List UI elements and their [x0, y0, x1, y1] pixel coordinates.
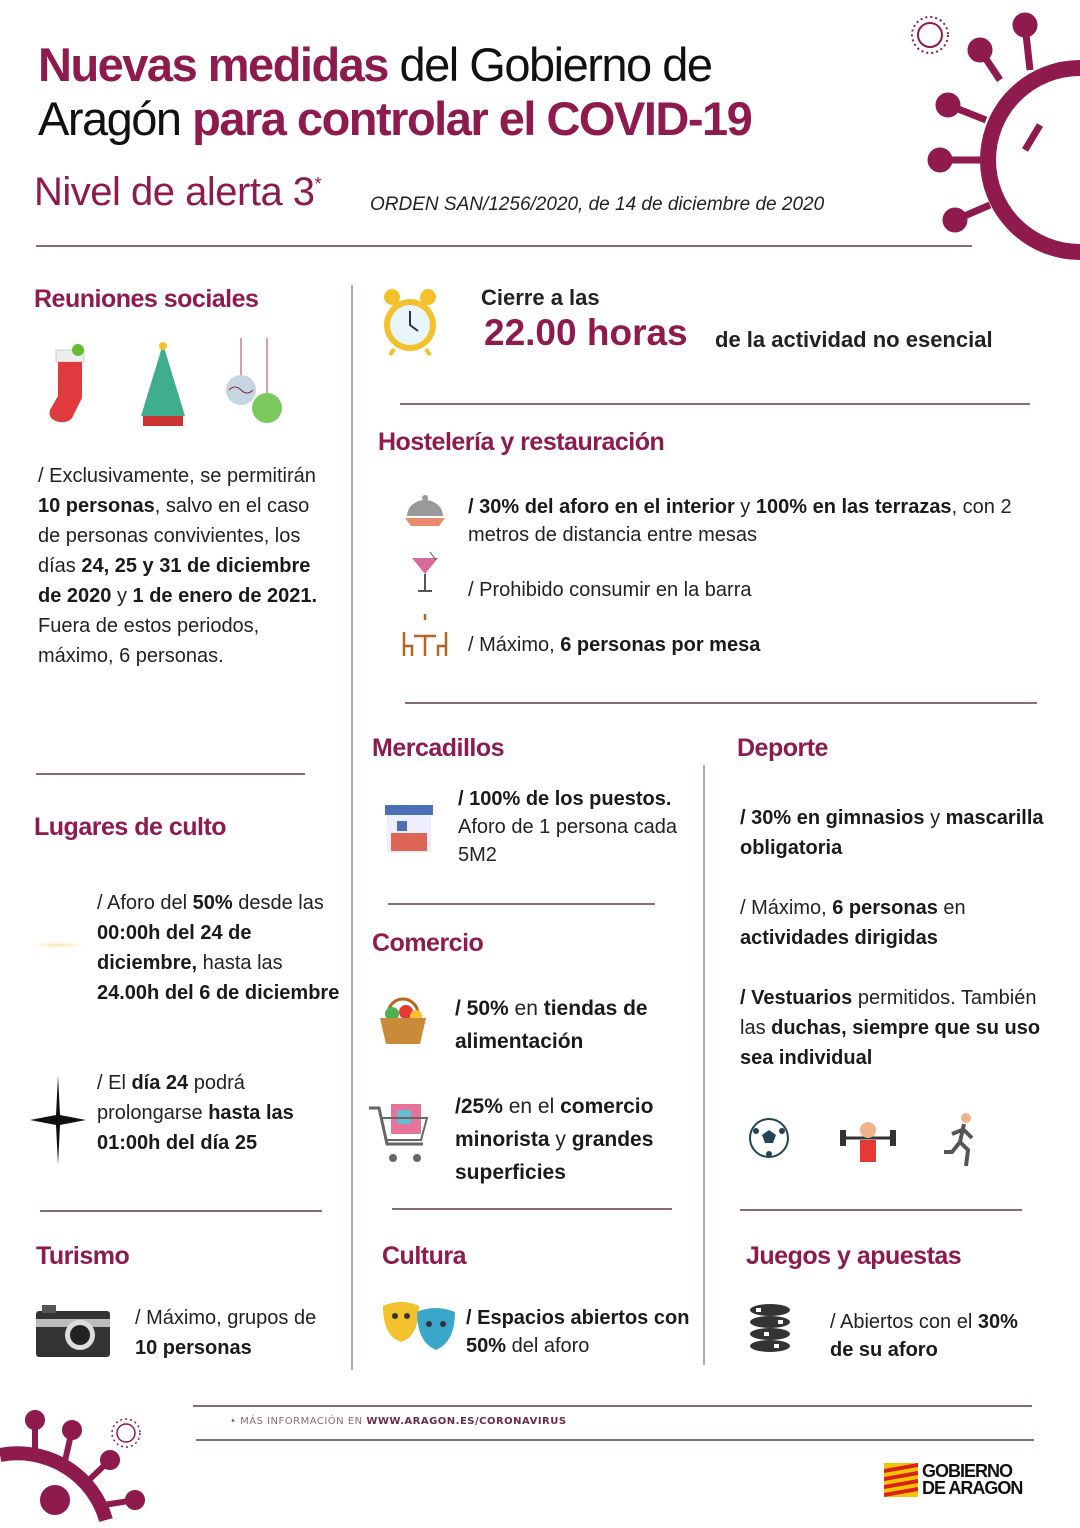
text: Fuera de estos periodos, máximo, 6 personas. [38, 615, 260, 667]
bold-text: Nuevas medidas [38, 38, 388, 91]
closing-time: 22.00 horas [484, 312, 688, 353]
bold-text: 10 personas [38, 495, 155, 517]
bold-text: / 50% [455, 997, 509, 1020]
camera-icon [36, 1305, 110, 1357]
alarm-clock-icon [380, 285, 440, 357]
text: y [734, 496, 756, 518]
bold-text: 24, 25 y 31 de diciembre de 2020 [38, 555, 311, 607]
bold-text: / 100% de los puestos. [458, 788, 672, 810]
theater-masks-icon [381, 1300, 457, 1354]
reuniones-text [38, 461, 328, 671]
comercio-item-1 [455, 992, 695, 1058]
alert-level-text: Nivel de alerta 3 [34, 170, 315, 214]
bold-text: 10 personas [135, 1337, 252, 1359]
table-chairs-icon [400, 612, 450, 658]
bold-text: / Espacios abiertos con 50% [466, 1307, 690, 1357]
text: en [508, 997, 544, 1020]
section-divider [392, 1208, 672, 1210]
bold-text: tiendas de alimentación [455, 997, 648, 1053]
section-heading-mercadillos: Mercadillos [372, 734, 505, 762]
bold-text: mascarilla obligatoria [740, 807, 1044, 859]
bold-text: comercio minorista [455, 1095, 654, 1151]
virus-decoration-icon [0, 1405, 160, 1528]
section-heading-juegos: Juegos y apuestas [746, 1242, 962, 1270]
serving-cloche-icon [403, 492, 447, 536]
more-info-label: • MÁS INFORMACIÓN EN [230, 1416, 367, 1427]
text: en [937, 897, 966, 919]
bold-text: actividades dirigidas [740, 927, 938, 949]
alert-level [34, 170, 321, 215]
text: desde las [232, 892, 324, 914]
footer-divider [196, 1439, 1034, 1441]
bold-text: / 30% del aforo en el interior [468, 496, 735, 518]
christmas-stocking-icon [42, 342, 98, 426]
bold-text: / Vestuarios [740, 987, 853, 1009]
bold-text: 100% en las terrazas [755, 496, 952, 518]
section-divider [40, 1210, 322, 1212]
more-info-link[interactable]: WWW.ARAGON.ES/CORONAVIRUS [366, 1416, 567, 1427]
text: del aforo [506, 1335, 590, 1357]
alert-asterisk: * [314, 174, 322, 194]
runner-icon [940, 1112, 980, 1168]
juegos-text [830, 1308, 1030, 1364]
title-line-1 [38, 38, 751, 92]
deporte-item-2 [740, 893, 1060, 953]
text: y [924, 807, 946, 829]
cultura-text [466, 1304, 696, 1360]
bold-text: /25% [455, 1095, 503, 1118]
text: / Exclusivamente, se permitirán [38, 465, 316, 487]
logo-line-1: GOBIERNO [922, 1461, 1013, 1481]
text: del Gobierno de [387, 38, 712, 91]
section-heading-culto: Lugares de culto [34, 813, 227, 841]
text: / Máximo, [468, 634, 561, 656]
bold-text: 6 personas por mesa [560, 634, 761, 656]
cocktail-icon [410, 552, 440, 594]
section-divider [36, 773, 305, 775]
text: / Aforo del [97, 892, 193, 914]
market-stall-icon [383, 803, 435, 855]
bold-text: 6 personas [832, 897, 938, 919]
title-line-2 [38, 92, 751, 146]
shopping-cart-icon [367, 1100, 433, 1166]
comercio-item-2 [455, 1090, 695, 1189]
text: en el [502, 1095, 561, 1118]
food-basket-icon [376, 992, 430, 1046]
column-divider [351, 285, 353, 1370]
light-glow-icon [30, 942, 85, 948]
bold-text: duchas, siempre que su uso sea individual [740, 1017, 1041, 1069]
column-divider [703, 765, 705, 1365]
christmas-tree-icon [135, 340, 191, 428]
text: / Máximo, grupos de [135, 1307, 317, 1329]
bold-text: 00:00h del 24 de diciembre, [97, 922, 252, 974]
text: Aforo de 1 persona cada 5M2 [458, 816, 678, 866]
closing-suffix: de la actividad no esencial [715, 327, 993, 352]
text: podrá prolongarse [97, 1072, 245, 1124]
more-info [230, 1416, 567, 1427]
bold-text: 30% de su aforo [830, 1311, 1018, 1361]
text: , salvo en el caso de personas convivientes, los días [38, 495, 310, 577]
text: / Prohibido consumir en la barra [468, 579, 752, 601]
text: y [549, 1128, 572, 1151]
hosteleria-item-3 [468, 630, 760, 660]
bold-text: para controlar el COVID-19 [192, 92, 752, 145]
bold-text: hasta las 01:00h del día 25 [97, 1102, 294, 1154]
culto-item-1 [97, 888, 347, 1008]
gobierno-aragon-logo [884, 1463, 1022, 1497]
aragon-flag-icon [884, 1463, 918, 1497]
deporte-item-1 [740, 803, 1060, 863]
section-heading-hosteleria: Hostelería y restauración [378, 428, 665, 456]
hosteleria-item-1 [468, 493, 1038, 549]
section-heading-turismo: Turismo [36, 1242, 130, 1270]
text: / El [97, 1072, 132, 1094]
hosteleria-item-2 [468, 575, 751, 605]
bold-text: 1 de enero de 2021. [132, 585, 318, 607]
section-divider [740, 1209, 1022, 1211]
sparkle-star-icon [30, 1075, 86, 1165]
text: , con 2 metros de distancia entre mesas [468, 496, 1012, 546]
mercadillos-text [458, 785, 688, 869]
section-divider [388, 903, 655, 905]
section-heading-deporte: Deporte [737, 734, 828, 762]
text: hasta las [197, 952, 283, 974]
header-divider [36, 245, 972, 247]
bold-text: día 24 [131, 1072, 189, 1094]
bold-text: 24.00h del 6 de diciembre [97, 982, 340, 1004]
soccer-ball-icon [748, 1117, 790, 1159]
section-heading-cultura: Cultura [382, 1242, 466, 1270]
order-reference: ORDEN SAN/1256/2020, de 14 de diciembre de 2020 [370, 194, 825, 215]
closing-prefix: Cierre a las [481, 285, 600, 310]
bold-text: / 30% en gimnasios [740, 807, 925, 829]
section-divider [400, 403, 1030, 405]
section-heading-reuniones: Reuniones sociales [34, 285, 259, 313]
bold-text: 50% [192, 892, 233, 914]
section-heading-comercio: Comercio [372, 929, 484, 957]
section-divider [405, 702, 1037, 704]
text: y [111, 585, 133, 607]
ornaments-icon [225, 338, 285, 428]
weightlifter-icon [838, 1118, 898, 1166]
text: Aragón [38, 92, 193, 145]
logo-line-2: DE ARAGON [922, 1478, 1023, 1498]
page-title [38, 38, 751, 146]
culto-item-2 [97, 1068, 342, 1158]
text: permitidos. También las [740, 987, 1037, 1039]
bold-text: grandes superficies [455, 1128, 654, 1184]
footer-divider [193, 1405, 1032, 1407]
deporte-item-3 [740, 983, 1060, 1073]
text: / Máximo, [740, 897, 833, 919]
text: / Abiertos con el [830, 1311, 978, 1333]
poker-chips-icon [748, 1302, 792, 1358]
turismo-text [135, 1303, 335, 1363]
virus-decoration-icon [900, 10, 1080, 260]
